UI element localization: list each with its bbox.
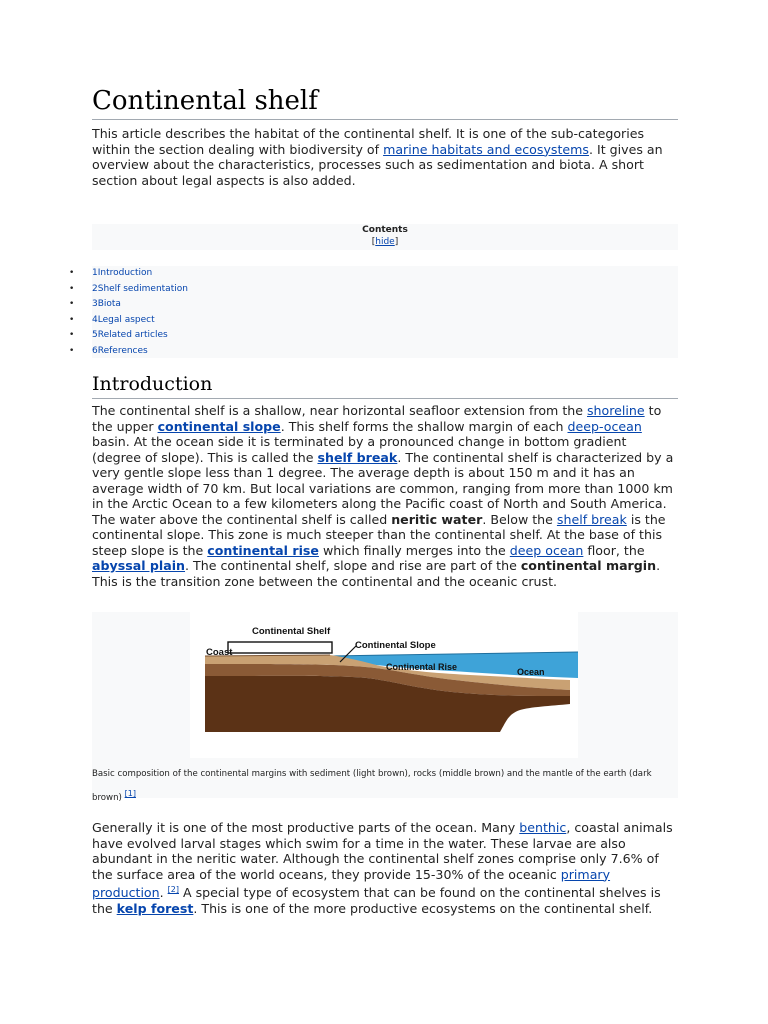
- link-shelf-break-2[interactable]: shelf break: [556, 511, 627, 527]
- label-continental-slope: Continental Slope: [355, 640, 436, 651]
- link-deep-ocean-2[interactable]: deep ocean: [509, 542, 584, 558]
- bullet-icon: •: [69, 299, 75, 310]
- term-continental-margin: continental margin: [520, 558, 657, 573]
- link-abyssal-plain[interactable]: abyssal plain: [92, 558, 186, 573]
- toc-item: [69, 282, 678, 298]
- figure-continental-margin: [92, 612, 678, 803]
- toc-link-shelf-sedimentation[interactable]: 2Shelf sedimentation: [92, 283, 188, 294]
- toc-link-references[interactable]: 6References: [92, 345, 148, 356]
- productivity-paragraph: Generally it is one of the most productive parts of the ocean. Many benthic, coastal animals have evolved larval stages which swim for a time in the water. These larvae are also abundant in the neritic water. Although the continental shelf zones comprise only 7.6% of the surface area of the world oceans, they provide 15-30% of the oceanic primary production. [2] A special type of ecosystem that can be found on the continental shelves is the kelp forest. This is one of the more productive ecosystems on the continental shelf.: [92, 820, 673, 916]
- toc-link-introduction[interactable]: 1Introduction: [92, 268, 153, 278]
- link-shelf-break[interactable]: shelf break: [317, 449, 398, 465]
- introduction-paragraph: The continental shelf is a shallow, near horizontal seafloor extension from the shoreline to the upper continental slope. This shelf forms the shallow margin of each deep-ocean basin. At the ocean side it is terminated by a pronounced change in bottom gradient (degree of slope). This is called the shelf break. The continental shelf is characterized by a very gentle slope less than 1 degree. The average depth is about 150 m and it has an average width of 70 km. But local variations are common, ranging from more than 1000 km in the Arctic Ocean to a few kilometers along the Pacific coast of North and South America. The water above the continental shelf is called neritic water. Below the shelf break is the continental slope. This zone is much steeper than the continental shelf. At the base of this steep slope is the continental rise which finally merges into the deep ocean floor, the abyssal plain. The continental shelf, slope and rise are part of the continental margin. This is the transition zone between the continental and the oceanic crust.: [92, 403, 674, 589]
- caption-reference-link[interactable]: [1]: [124, 789, 136, 798]
- link-kelp-forest[interactable]: kelp forest: [116, 900, 194, 916]
- link-shoreline[interactable]: shoreline: [587, 403, 645, 418]
- section-heading-introduction: Introduction: [92, 373, 678, 399]
- bullet-icon: •: [69, 283, 75, 294]
- bullet-icon: •: [69, 314, 75, 325]
- link-continental-rise[interactable]: continental rise: [207, 542, 319, 558]
- toc-item: [69, 344, 678, 360]
- reference-link-2[interactable]: [2]: [167, 885, 179, 894]
- toc-item: [69, 328, 678, 344]
- toc-toggle: [hide]: [371, 237, 399, 247]
- toc-link-legal-aspect[interactable]: 4Legal aspect: [92, 314, 155, 325]
- toc-title: Contents: [362, 225, 408, 235]
- bullet-icon: •: [69, 268, 75, 278]
- toc-link-biota[interactable]: 3Biota: [92, 299, 121, 310]
- toc-list: [69, 266, 678, 358]
- toc-item: [69, 297, 678, 313]
- intro-paragraph: This article describes the habitat of the continental shelf. It is one of the sub-categories within the section dealing with biodiversity of marine habitats and ecosystems. It gives an overview about the characteristics, processes such as sedimentation and biota. A short section about legal aspects is also added.: [92, 126, 663, 188]
- label-ocean: Ocean: [517, 667, 545, 677]
- label-coast: Coast: [206, 647, 233, 658]
- link-deep-ocean[interactable]: deep-ocean: [567, 418, 642, 434]
- bullet-icon: •: [69, 330, 75, 341]
- toc-hide-link[interactable]: hide: [375, 237, 395, 247]
- toc-item: [69, 313, 678, 329]
- link-continental-slope[interactable]: continental slope: [157, 418, 281, 434]
- bullet-icon: •: [69, 345, 75, 356]
- page-title: Continental shelf: [92, 86, 678, 120]
- link-benthic[interactable]: benthic: [519, 820, 567, 835]
- figure-caption: Basic composition of the continental margins with sediment (light brown), rocks (middle brown) and the mantle of the earth (dark brown) [1]: [92, 769, 652, 803]
- toc-link-related-articles[interactable]: 5Related articles: [92, 330, 168, 341]
- toc-item: [69, 266, 678, 282]
- term-neritic-water: neritic water: [391, 511, 483, 527]
- toc-header: [92, 224, 678, 250]
- link-marine-habitats[interactable]: marine habitats and ecosystems: [383, 141, 589, 157]
- link-primary-production[interactable]: primary production: [92, 866, 611, 901]
- continental-margin-diagram: [190, 612, 578, 758]
- label-continental-shelf: Continental Shelf: [252, 626, 331, 637]
- label-continental-rise: Continental Rise: [386, 662, 458, 672]
